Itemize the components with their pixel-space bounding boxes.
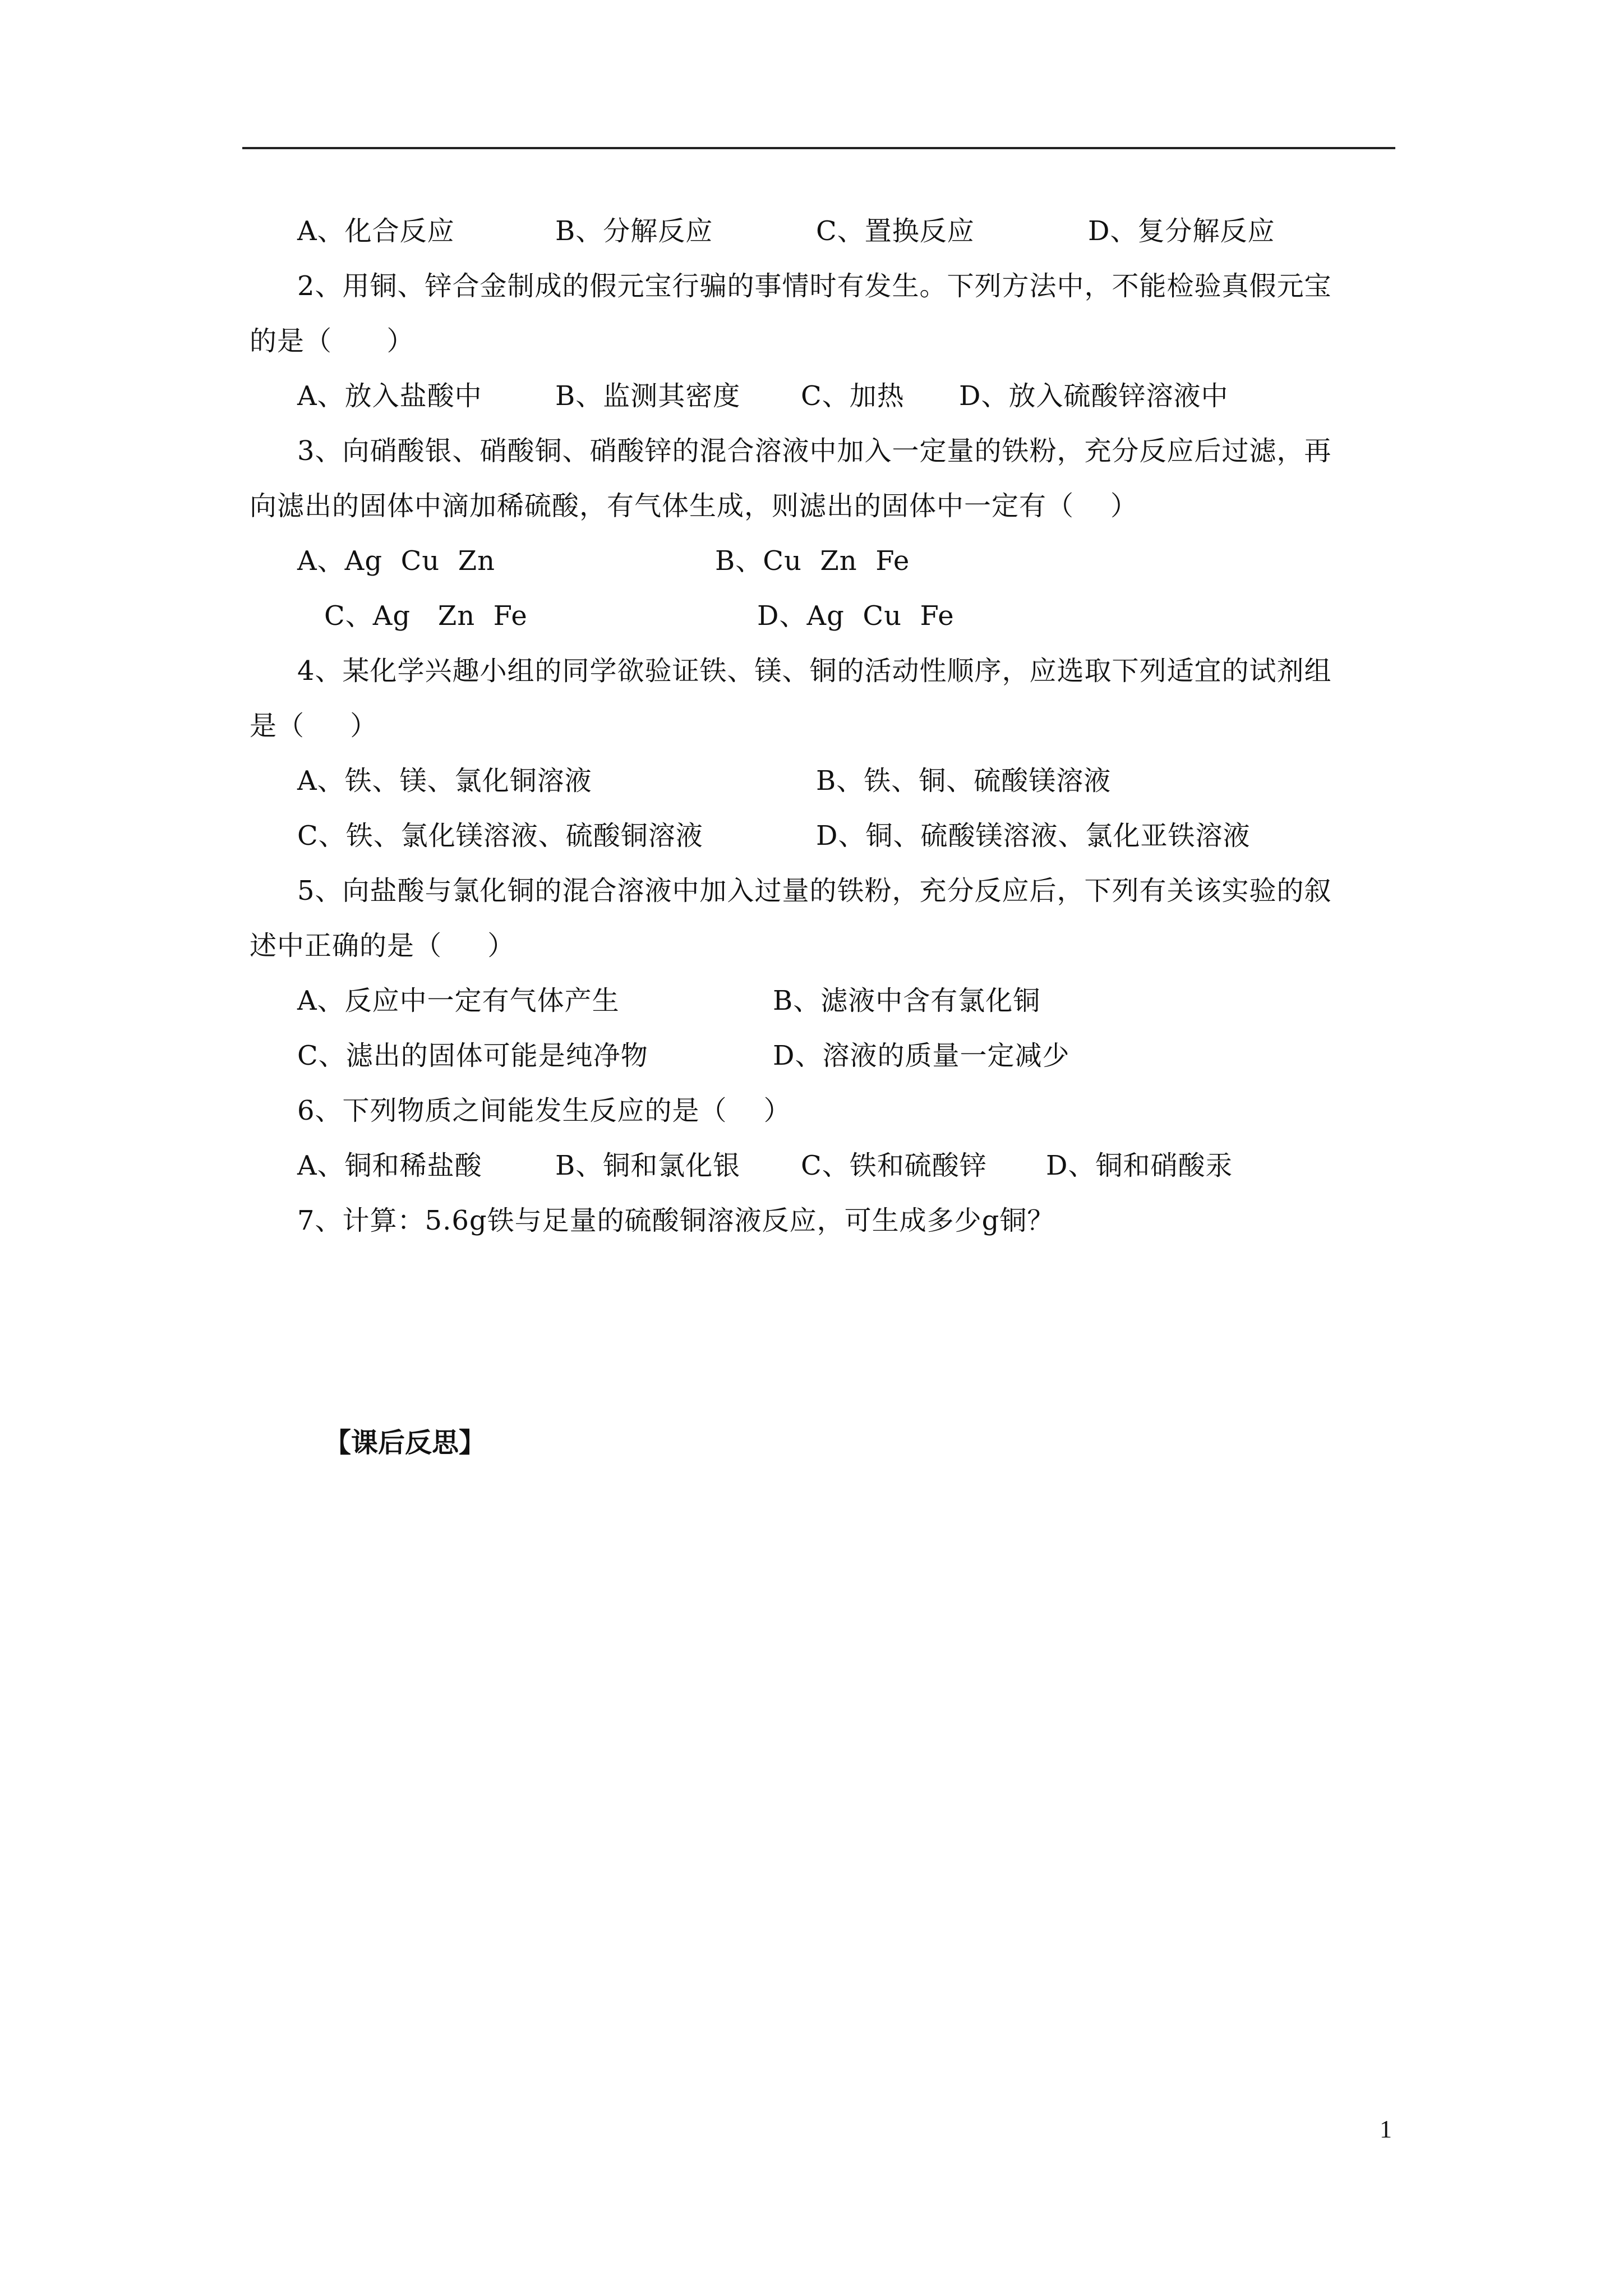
q1-option-a: A、化合反应 (297, 215, 455, 247)
q4-option-a: A、铁、镁、氯化铜溶液 (297, 765, 592, 797)
q5-option-d: D、溶液的质量一定减少 (773, 1040, 1070, 1071)
q4-option-b: B、铁、铜、硫酸镁溶液 (816, 765, 1112, 797)
section-title-reflection: 【课后反思】 (324, 1427, 486, 1458)
q3-option-c: C、Ag Zn Fe (324, 600, 528, 632)
q5-option-c: C、滤出的固体可能是纯净物 (297, 1040, 648, 1071)
q6-stem-line-1: 6、下列物质之间能发生反应的是（ ） (297, 1095, 791, 1126)
q1-option-d: D、复分解反应 (1088, 215, 1275, 247)
q3-option-d: D、Ag Cu Fe (757, 600, 955, 632)
q5-stem-line-1: 5、向盐酸与氯化铜的混合溶液中加入过量的铁粉，充分反应后，下列有关该实验的叙 (297, 875, 1332, 907)
page-number: 1 (1380, 2115, 1392, 2143)
q6-option-a: A、铜和稀盐酸 (297, 1150, 482, 1181)
q3-stem-line-2: 向滤出的固体中滴加稀硫酸，有气体生成，则滤出的固体中一定有（ ） (250, 490, 1138, 522)
q6-option-d: D、铜和硝酸汞 (1046, 1150, 1233, 1181)
q6-option-b: B、铜和氯化银 (555, 1150, 741, 1181)
q6-option-c: C、铁和硫酸锌 (801, 1150, 987, 1181)
q5-stem-line-2: 述中正确的是（ ） (250, 930, 515, 961)
q2-stem-line-2: 的是（ ） (250, 325, 414, 357)
q3-option-b: B、Cu Zn Fe (715, 545, 910, 577)
q5-option-a: A、反应中一定有气体产生 (297, 985, 620, 1016)
q4-stem-line-1: 4、某化学兴趣小组的同学欲验证铁、镁、铜的活动性顺序，应选取下列适宜的试剂组 (297, 655, 1332, 687)
q2-option-c: C、加热 (801, 380, 905, 412)
q4-option-d: D、铜、硫酸镁溶液、氯化亚铁溶液 (816, 820, 1251, 852)
q2-option-b: B、监测其密度 (555, 380, 741, 412)
q1-option-b: B、分解反应 (555, 215, 713, 247)
q3-option-a: A、Ag Cu Zn (297, 545, 495, 577)
q7-stem-line-1: 7、计算：5.6g铁与足量的硫酸铜溶液反应，可生成多少g铜？ (297, 1205, 1055, 1236)
q2-option-a: A、放入盐酸中 (297, 380, 482, 412)
header-rule (242, 147, 1395, 149)
q4-option-c: C、铁、氯化镁溶液、硫酸铜溶液 (297, 820, 703, 852)
q2-stem-line-1: 2、用铜、锌合金制成的假元宝行骗的事情时有发生。下列方法中，不能检验真假元宝 (297, 270, 1332, 302)
q4-stem-line-2: 是（ ） (250, 710, 378, 742)
q2-option-d: D、放入硫酸锌溶液中 (959, 380, 1229, 412)
q5-option-b: B、滤液中含有氯化铜 (773, 985, 1041, 1016)
q1-option-c: C、置换反应 (816, 215, 975, 247)
q3-stem-line-1: 3、向硝酸银、硝酸铜、硝酸锌的混合溶液中加入一定量的铁粉，充分反应后过滤，再 (297, 435, 1332, 467)
